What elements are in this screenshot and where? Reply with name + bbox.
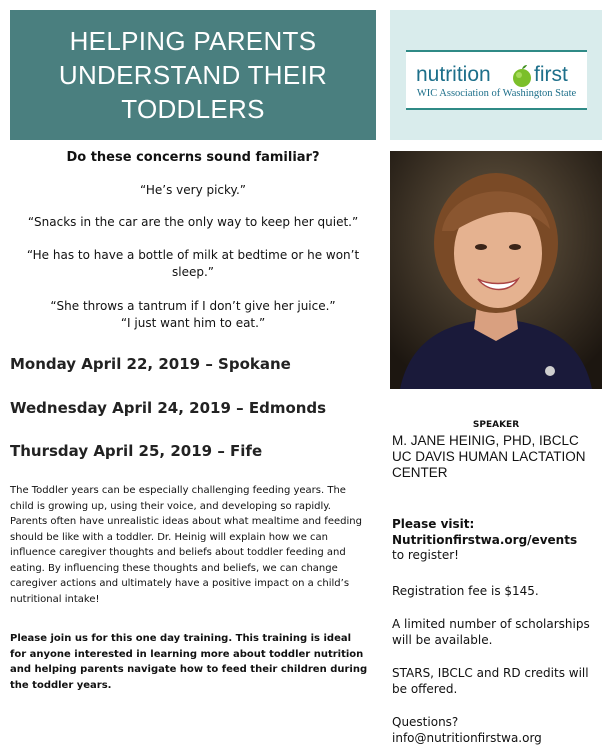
logo-word-first: first — [534, 63, 568, 86]
title-line-1: HELPING PARENTS — [69, 26, 317, 56]
speaker-photo — [390, 151, 602, 389]
quote-picky: “He’s very picky.” — [140, 183, 246, 197]
title-banner — [10, 10, 376, 140]
apple-icon — [510, 64, 534, 88]
quote-tantrum: “She throws a tantrum if I don’t give her juice.” — [50, 299, 336, 313]
questions-label: Questions? — [392, 715, 459, 729]
logo-word-nutrition: nutrition — [416, 63, 491, 86]
event-edmonds: Wednesday April 24, 2019 – Edmonds — [10, 399, 327, 417]
logo-panel — [390, 10, 602, 140]
contact-email[interactable]: info@nutritionfirstwa.org — [392, 730, 542, 745]
event-spokane: Monday April 22, 2019 – Spokane — [10, 355, 291, 373]
events-link[interactable]: Nutritionfirstwa.org/events — [392, 532, 578, 547]
scholarship-text: A limited number of scholarships will be available. — [392, 617, 590, 647]
event-fife: Thursday April 25, 2019 – Fife — [10, 442, 263, 460]
description-paragraph: The Toddler years can be especially challenging feeding years. The child is growing up, using their voice, and developing so rapidly. Parents often have unrealistic ideas about what mealtime and feeding should be like with a toddler. Dr. Heinig will explain how we can influence caregiver thoughts and beliefs about toddler feeding and eating. By influencing these thoughts and beliefs, we can change caregiver actions and ultimately have a positive impact on a child’s nutritional intake! — [10, 485, 362, 605]
logo-tagline: WIC Association of Washington State — [416, 88, 577, 99]
speaker-details — [392, 433, 607, 481]
registration-info — [392, 517, 607, 564]
quote-eat: “I just want him to eat.” — [120, 316, 266, 330]
title-line-3: TODDLERS — [121, 94, 265, 124]
fee-text: Registration fee is $145. — [392, 584, 539, 598]
nutrition-first-logo — [406, 50, 587, 110]
quote-bottle: “He has to have a bottle of milk at bedtime or he won’t sleep.” — [26, 248, 360, 279]
visit-label: Please visit: — [392, 517, 475, 531]
credits-text: STARS, IBCLC and RD credits will be offered. — [392, 666, 589, 696]
page-title — [59, 24, 327, 126]
speaker-label: SPEAKER — [472, 420, 520, 430]
quote-snacks: “Snacks in the car are the only way to keep her quiet.” — [27, 215, 359, 229]
speaker-name: M. JANE HEINIG, PHD, IBCLC — [392, 433, 579, 448]
speaker-organization: UC DAVIS HUMAN LACTATION CENTER — [392, 449, 586, 480]
title-line-2: UNDERSTAND THEIR — [58, 60, 328, 90]
concerns-heading: Do these concerns sound familiar? — [66, 150, 320, 165]
invite-paragraph: Please join us for this one day training. This training is ideal for anyone interested in learning more about toddler nutrition and helping parents navigate how to feed their children during the toddler years. — [10, 633, 368, 691]
contact-info — [392, 715, 607, 746]
register-text: to register! — [392, 548, 459, 562]
